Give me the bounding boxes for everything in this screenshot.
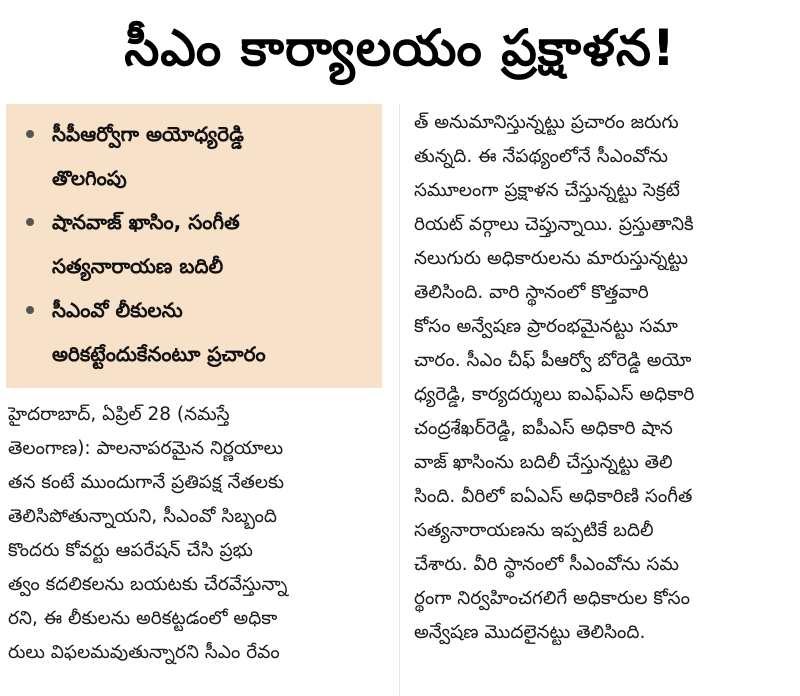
article-line: రని, ఈ లీకులను అరికట్టడంలో అధికా xyxy=(8,608,278,629)
highlight-line: సీపీఆర్వోగా అయోధ్యరెడ్డి xyxy=(52,122,244,146)
article-line: సింది. వీరిలో ఐఏఎస్ అధికారిణి సంగీత xyxy=(414,486,693,507)
highlight-item xyxy=(16,112,374,200)
article-line: అన్వేషణ మొదలైనట్టు తెలిసింది. xyxy=(414,622,646,643)
article-column-left xyxy=(8,398,384,670)
article-line: త్ అనుమానిస్తున్నట్టు ప్రచారం జరుగు xyxy=(414,112,679,133)
highlight-line: షానవాజ్ ఖాసిం, సంగీత xyxy=(52,210,240,234)
article-line: చారం. సీఎం చీఫ్ పీఆర్వో బోరెడ్డి అయో xyxy=(414,350,692,371)
article-line: చేశారు. వీరి స్థానంలో సీఎంవోను సమ xyxy=(414,554,679,575)
highlight-line: సత్యనారాయణ బదిలీ xyxy=(52,254,224,278)
article-line: ర్థంగా నిర్వహించగలిగే అధికారుల కోసం xyxy=(414,588,690,609)
highlight-line: అరికట్టేందుకేనంటూ ప్రచారం xyxy=(52,342,266,366)
headline: సీఎం కార్యాలయం ప్రక్షాళన! xyxy=(124,19,676,77)
article-column-right xyxy=(414,106,790,650)
article-line: కొందరు కోవర్టు ఆపరేషన్ చేసి ప్రభు xyxy=(8,540,253,561)
bullet-icon xyxy=(26,306,34,314)
article-line: త్వం కదలికలను బయటకు చేరవేస్తున్నా xyxy=(8,574,288,595)
highlight-item xyxy=(16,288,374,376)
article-line: రియట్ వర్గాలు చెప్తున్నాయి. ప్రస్తుతానికి xyxy=(414,214,694,235)
column-divider xyxy=(399,104,400,696)
article-line: సత్యనారాయణను ఇప్పటికే బదిలీ xyxy=(414,520,654,541)
highlights-box xyxy=(6,104,382,388)
article-line: సమూలంగా ప్రక్షాళన చేస్తున్నట్టు సెక్రటే xyxy=(414,180,680,201)
article-line: ధ్యరెడ్డి, కార్యదర్శులు ఐఎఫ్ఎస్ అధికారి xyxy=(414,384,695,405)
highlight-item xyxy=(16,200,374,288)
article-line: తన కంటే ముందుగానే ప్రతిపక్ష నేతలకు xyxy=(8,472,285,493)
highlight-line: తొలగింపు xyxy=(52,166,127,190)
article-line: తెలిసిపోతున్నాయని, సీఎంవో సిబ్బంది xyxy=(8,506,277,527)
article-line: వాజ్ ఖాసింను బదిలీ చేస్తున్నట్టు తెలి xyxy=(414,452,673,473)
article-line: తెలిసింది. వారి స్థానంలో కొత్తవారి xyxy=(414,282,649,303)
article-line: కోసం అన్వేషణ ప్రారంభమైనట్టు సమా xyxy=(414,316,678,337)
article-line: నలుగురు అధికారులను మారుస్తున్నట్టు xyxy=(414,248,689,269)
article-line: చంద్రశేఖర్‌రెడ్డి, ఐపీఎస్ అధికారి షాన xyxy=(414,418,673,439)
article-line: తున్నది. ఈ నేపథ్యంలోనే సీఎంవోను xyxy=(414,146,669,167)
bullet-icon xyxy=(26,130,34,138)
article-line: రులు విఫలమవుతున్నారని సీఎం రేవం xyxy=(8,642,280,663)
highlight-line: సీఎంవో లీకులను xyxy=(52,298,183,322)
article-line: హైదరాబాద్, ఏప్రిల్ 28 (నమస్తే xyxy=(8,404,230,425)
bullet-icon xyxy=(26,218,34,226)
article-line: తెలంగాణ): పాలనాపరమైన నిర్ణయాలు xyxy=(8,438,284,459)
